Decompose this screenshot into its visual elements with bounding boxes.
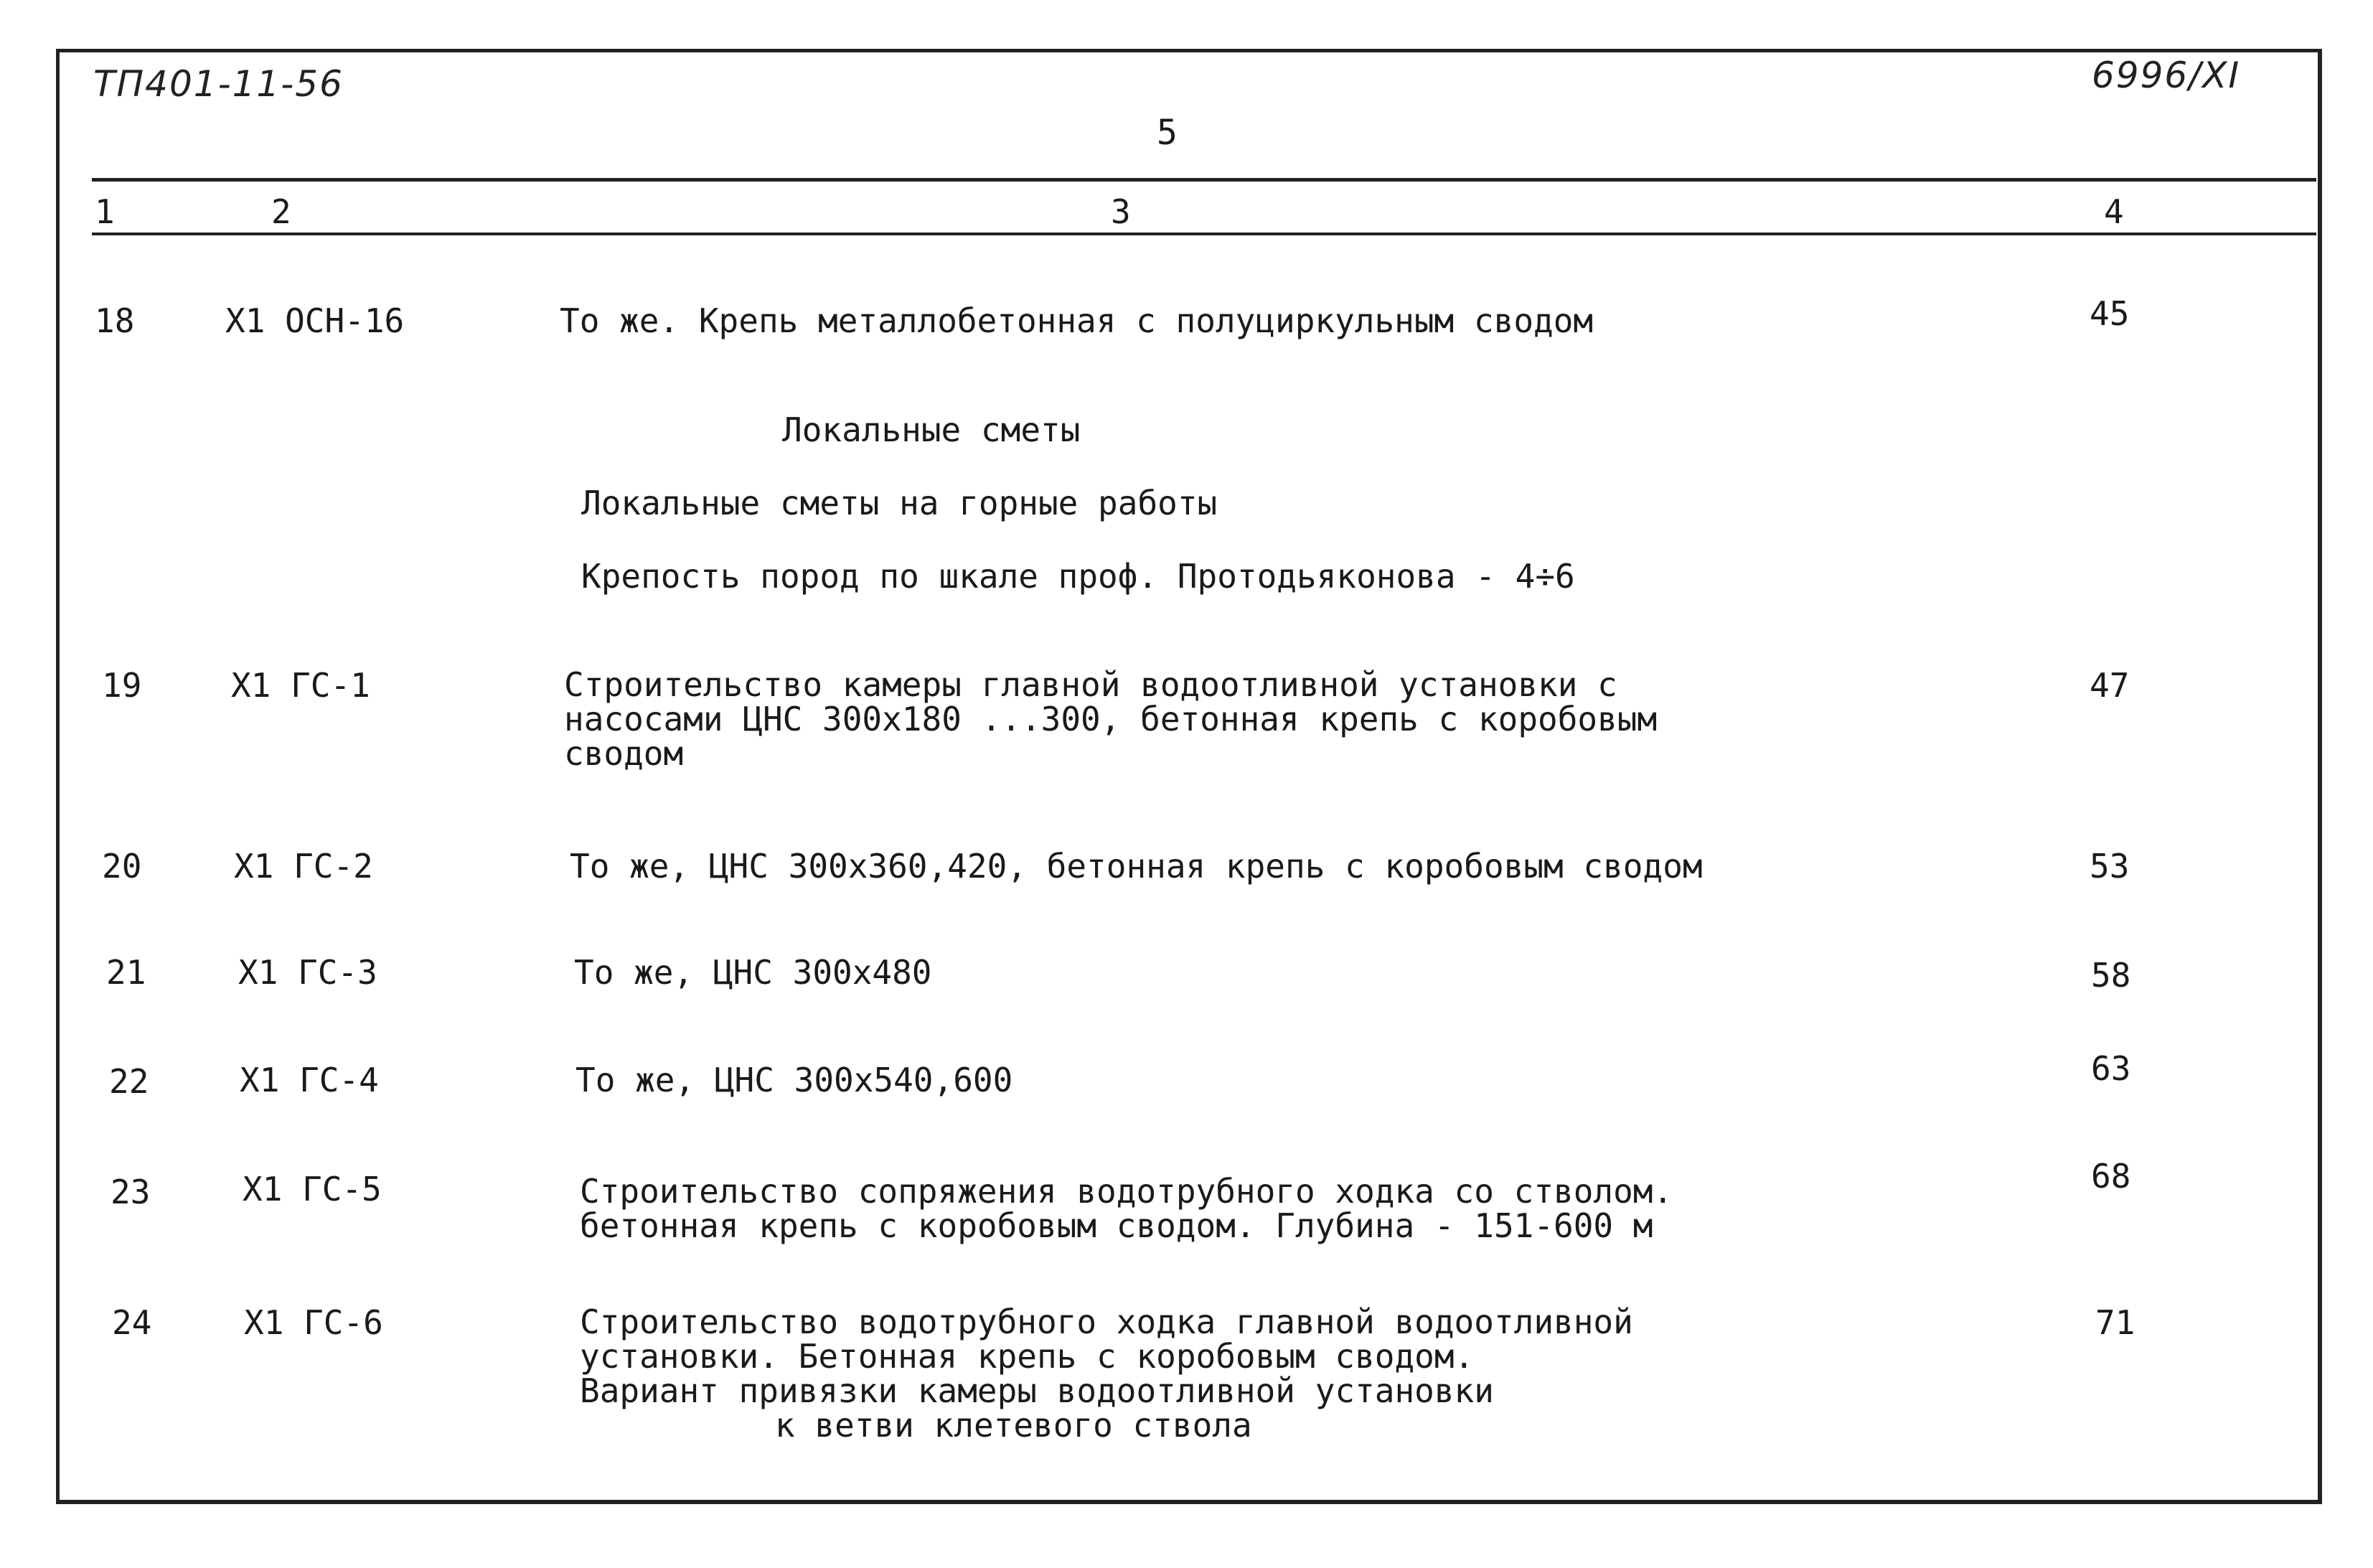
row-number: 21 xyxy=(106,953,146,992)
row-page: 47 xyxy=(2090,666,2130,705)
row-code: Х1 ГС-6 xyxy=(244,1303,383,1342)
row-page: 71 xyxy=(2095,1303,2135,1342)
row-description-line: сводом xyxy=(564,734,684,773)
row-description-line: Вариант привязки камеры водоотливной установки xyxy=(580,1371,1494,1410)
row-number: 20 xyxy=(102,847,142,886)
row-description-line: насосами ЦНС 300х180 ...300, бетонная крепь с коробовым xyxy=(564,700,1658,738)
row-description-line: к ветви клетевого ствола xyxy=(775,1406,1252,1445)
row-code: Х1 ГС-5 xyxy=(243,1170,382,1208)
row-code: Х1 ГС-4 xyxy=(240,1061,379,1099)
column-header-2: 2 xyxy=(271,192,291,231)
row-description-line: установки. Бетонная крепь с коробовым сводом. xyxy=(580,1337,1475,1376)
page-number: 5 xyxy=(1157,113,1178,153)
row-description: То же, ЦНС 300х540,600 xyxy=(575,1061,1013,1099)
row-code: Х1 ОСН-16 xyxy=(225,301,405,340)
row-page: 45 xyxy=(2090,294,2130,333)
row-number: 23 xyxy=(111,1173,151,1211)
row-page: 63 xyxy=(2091,1049,2131,1088)
row-code: Х1 ГС-2 xyxy=(234,847,373,886)
page-frame xyxy=(56,49,2322,1504)
row-number: 19 xyxy=(102,666,142,705)
column-header-1: 1 xyxy=(95,192,115,231)
row-description: То же, ЦНС 300х360,420, бетонная крепь с коробовым сводом xyxy=(570,847,1703,886)
header-rule-top xyxy=(92,178,2316,182)
sheet-code: 6996/XI xyxy=(2092,55,2241,96)
row-number: 24 xyxy=(112,1303,152,1342)
section-note: Крепость пород по шкале проф. Протодьяконова - 4÷6 xyxy=(581,557,1575,596)
row-description-line: Строительство водотрубного ходка главной водоотливной xyxy=(580,1302,1633,1341)
column-header-3: 3 xyxy=(1111,192,1131,231)
row-number: 18 xyxy=(95,301,135,340)
row-page: 53 xyxy=(2090,847,2130,886)
row-code: Х1 ГС-1 xyxy=(231,666,370,705)
row-description: То же. Крепь металлобетонная с полуциркульным сводом xyxy=(560,301,1594,340)
column-header-4: 4 xyxy=(2104,192,2124,231)
row-description-line: Строительство камеры главной водоотливной установки с xyxy=(564,665,1617,704)
row-description-line: бетонная крепь с коробовым сводом. Глубина - 151-600 м xyxy=(580,1206,1653,1245)
row-page: 58 xyxy=(2091,956,2131,995)
row-description: То же, ЦНС 300х480 xyxy=(574,953,932,992)
section-title: Локальные сметы xyxy=(782,410,1081,449)
row-code: Х1 ГС-3 xyxy=(238,953,377,992)
doc-code: ТП401-11-56 xyxy=(93,63,344,105)
row-number: 22 xyxy=(109,1062,149,1101)
row-page: 68 xyxy=(2091,1157,2131,1196)
header-rule-bottom xyxy=(92,233,2316,235)
section-subtitle: Локальные сметы на горные работы xyxy=(581,484,1218,522)
row-description-line: Строительство сопряжения водотрубного ходка со стволом. xyxy=(580,1172,1673,1211)
